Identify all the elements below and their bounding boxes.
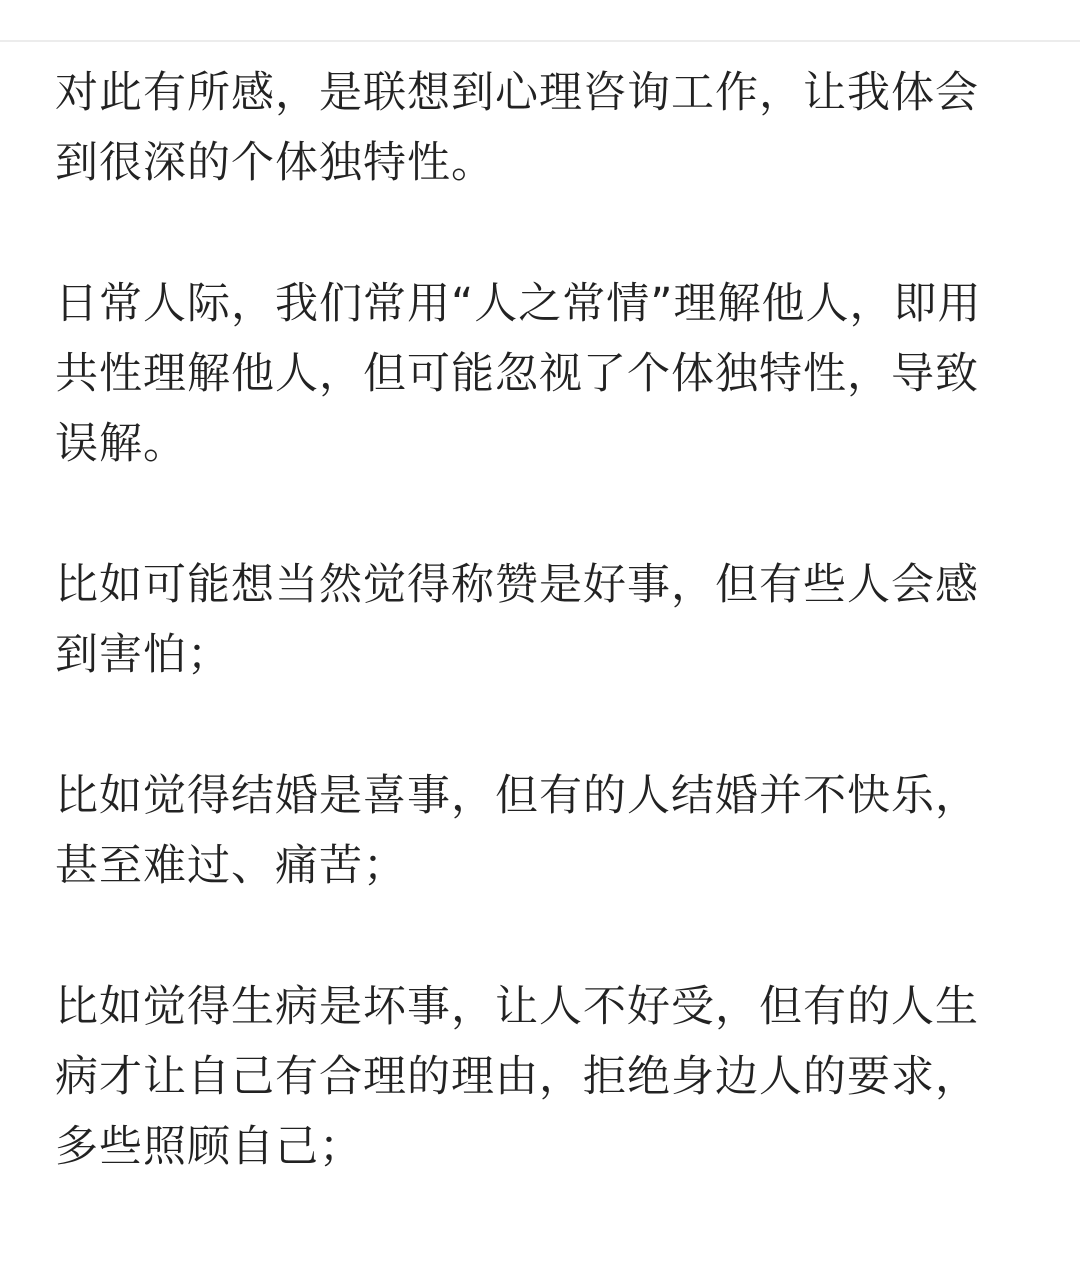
paragraph-5: 比如觉得生病是坏事，让人不好受，但有的人生 病才让自己有合理的理由，拒绝身边人的要求， 多些照顾自己； [55, 982, 979, 1172]
top-divider [0, 40, 1080, 42]
paragraph-2: 日常人际，我们常用“人之常情”理解他人，即用 共性理解他人，但可能忽视了个体独特性，导致 误解。 [55, 279, 982, 469]
paragraph-4: 比如觉得结婚是喜事，但有的人结婚并不快乐， 甚至难过、痛苦； [55, 771, 979, 891]
paragraph-1: 对此有所感，是联想到心理咨询工作，让我体会 到很深的个体独特性。 [55, 68, 979, 188]
paragraph-3: 比如可能想当然觉得称赞是好事，但有些人会感 到害怕； [55, 560, 979, 680]
article-body [55, 58, 1045, 1182]
